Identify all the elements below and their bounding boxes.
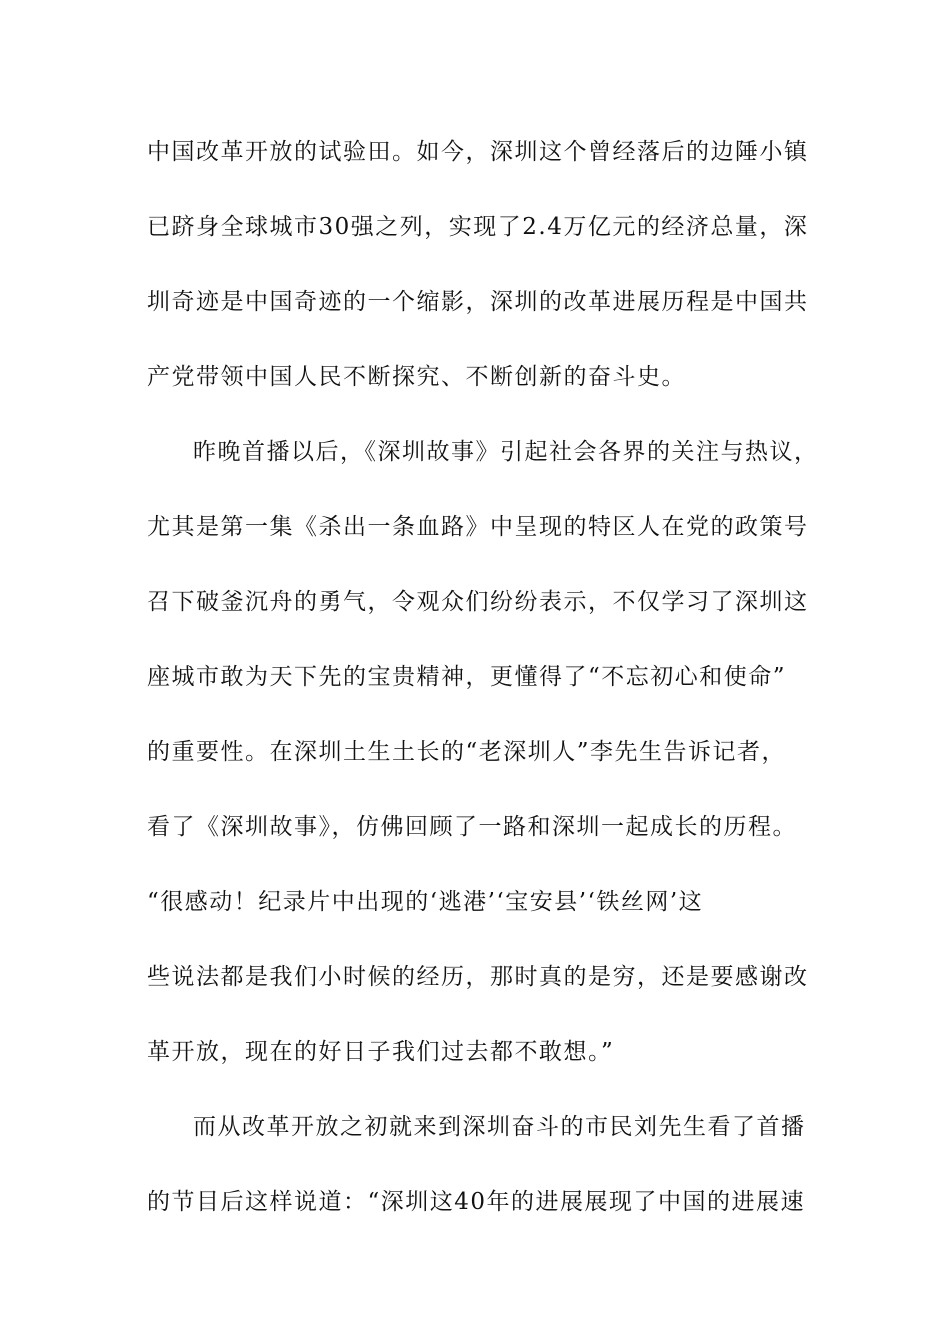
text-line: “很感动！纪录片中出现的‘逃港’‘宝安县’‘铁丝网’这 — [147, 889, 704, 915]
text-line: 的节目后这样说道：“深圳这40年的进展展现了中国的进展速 — [147, 1189, 806, 1215]
text-line: 尤其是第一集《杀出一条血路》中呈现的特区人在党的政策号 — [147, 514, 809, 540]
text-line: 中国改革开放的试验田。如今，深圳这个曾经落后的边陲小镇 — [147, 139, 809, 165]
text-line: 召下破釜沉舟的勇气，令观众们纷纷表示，不仅学习了深圳这 — [147, 589, 809, 615]
text-line: 已跻身全球城市30强之列，实现了2.4万亿元的经济总量，深 — [147, 214, 809, 240]
text-line: 看了《深圳故事》，仿佛回顾了一路和深圳一起成长的历程。 — [147, 814, 797, 840]
text-line: 产党带领中国人民不断探究、不断创新的奋斗史。 — [147, 364, 686, 390]
text-line: 革开放，现在的好日子我们过去都不敢想。” — [147, 1039, 615, 1065]
text-line: 些说法都是我们小时候的经历，那时真的是穷，还是要感谢改 — [147, 964, 809, 990]
paragraph-start-line: 昨晚首播以后，《深圳故事》引起社会各界的关注与热议， — [193, 439, 819, 465]
paragraph-start-line: 而从改革开放之初就来到深圳奋斗的市民刘先生看了首播 — [193, 1114, 806, 1140]
text-line: 圳奇迹是中国奇迹的一个缩影，深圳的改革进展历程是中国共 — [147, 289, 809, 315]
text-line: 的重要性。在深圳土生土长的“老深圳人”李先生告诉记者， — [147, 739, 787, 765]
text-line: 座城市敢为天下先的宝贵精神，更懂得了“不忘初心和使命” — [147, 664, 787, 690]
